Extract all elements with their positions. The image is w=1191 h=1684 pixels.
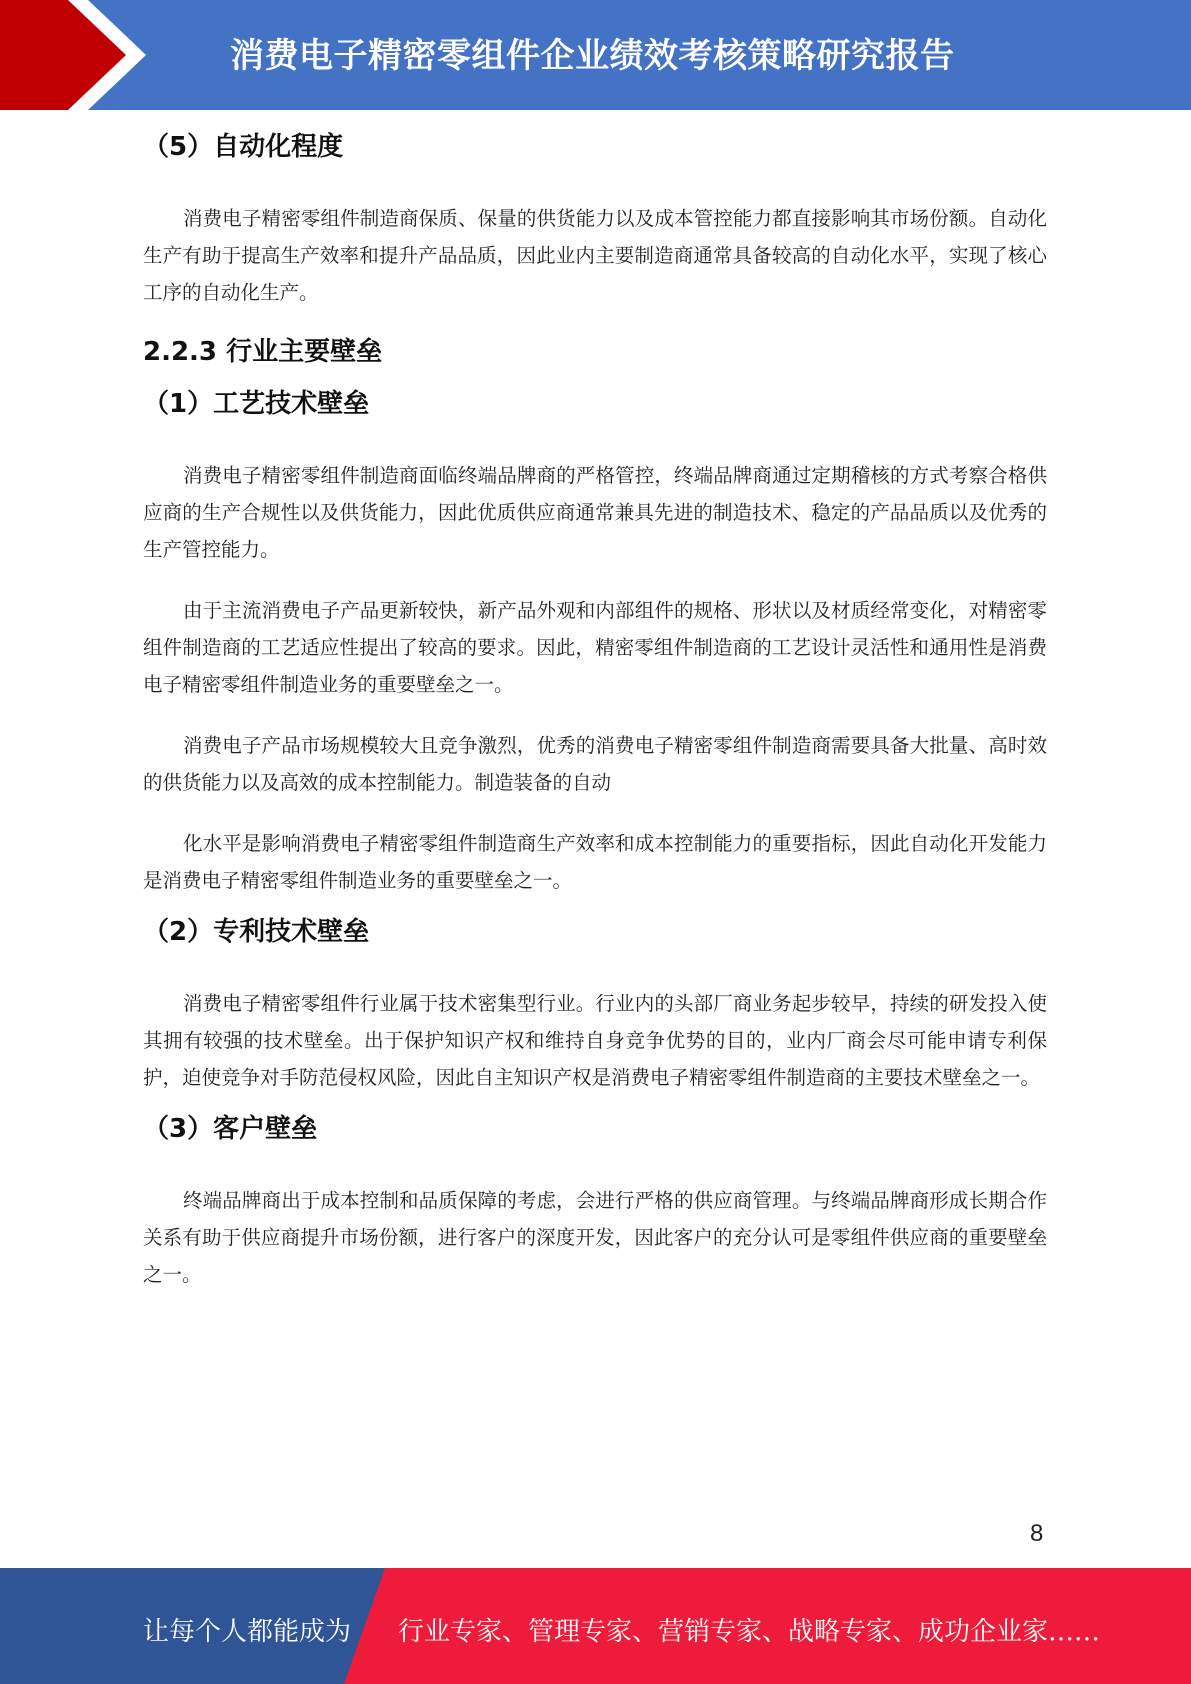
subsection-heading-customer-barrier: （3）客户壁垒 <box>143 1114 318 1144</box>
document-body <box>143 118 1047 1293</box>
subsection-heading-process-barrier: （1）工艺技术壁垒 <box>143 389 370 419</box>
subsection-heading-patent-barrier: （2）专利技术壁垒 <box>143 917 370 947</box>
paragraph: 消费电子产品市场规模较大且竞争激烈，优秀的消费电子精密零组件制造商需要具备大批量、高时效的供货能力以及高效的成本控制能力。制造装备的自动 <box>143 734 1047 794</box>
footer-slogan-right: 行业专家、管理专家、营销专家、战略专家、成功企业家…… <box>398 1617 1101 1647</box>
paragraph: 化水平是影响消费电子精密零组件制造商生产效率和成本控制能力的重要指标，因此自动化开发能力是消费电子精密零组件制造业务的重要壁垒之一。 <box>143 832 1047 892</box>
section-heading-barriers: 2.2.3 行业主要壁垒 <box>143 337 383 367</box>
footer-banner <box>0 1568 1191 1684</box>
header-arrow-decoration <box>0 0 160 110</box>
paragraph: 消费电子精密零组件制造商保质、保量的供货能力以及成本管控能力都直接影响其市场份额。自动化生产有助于提高生产效率和提升产品品质，因此业内主要制造商通常具备较高的自动化水平，实现了核心工序的自动化生产。 <box>143 207 1047 304</box>
header-bar <box>0 0 1191 110</box>
report-title: 消费电子精密零组件企业绩效考核策略研究报告 <box>230 36 955 76</box>
paragraph: 由于主流消费电子产品更新较快，新产品外观和内部组件的规格、形状以及材质经常变化，对精密零组件制造商的工艺适应性提出了较高的要求。因此，精密零组件制造商的工艺设计灵活性和通用性是消费电子精密零组件制造业务的重要壁垒之一。 <box>143 599 1047 696</box>
paragraph: 终端品牌商出于成本控制和品质保障的考虑，会进行严格的供应商管理。与终端品牌商形成长期合作关系有助于供应商提升市场份额，进行客户的深度开发，因此客户的充分认可是零组件供应商的重要壁垒之一。 <box>143 1189 1047 1286</box>
paragraph: 消费电子精密零组件制造商面临终端品牌商的严格管控，终端品牌商通过定期稽核的方式考察合格供应商的生产合规性以及供货能力，因此优质供应商通常兼具先进的制造技术、稳定的产品品质以及优秀的生产管控能力。 <box>143 464 1047 561</box>
paragraph: 消费电子精密零组件行业属于技术密集型行业。行业内的头部厂商业务起步较早，持续的研发投入使其拥有较强的技术壁垒。出于保护知识产权和维持自身竞争优势的目的，业内厂商会尽可能申请专利保护，迫使竞争对手防范侵权风险，因此自主知识产权是消费电子精密零组件制造商的主要技术壁垒之一。 <box>143 992 1047 1089</box>
section-heading-automation: （5）自动化程度 <box>143 132 344 162</box>
page-number: 8 <box>1030 1520 1044 1547</box>
footer-slogan-left: 让每个人都能成为 <box>143 1617 352 1647</box>
